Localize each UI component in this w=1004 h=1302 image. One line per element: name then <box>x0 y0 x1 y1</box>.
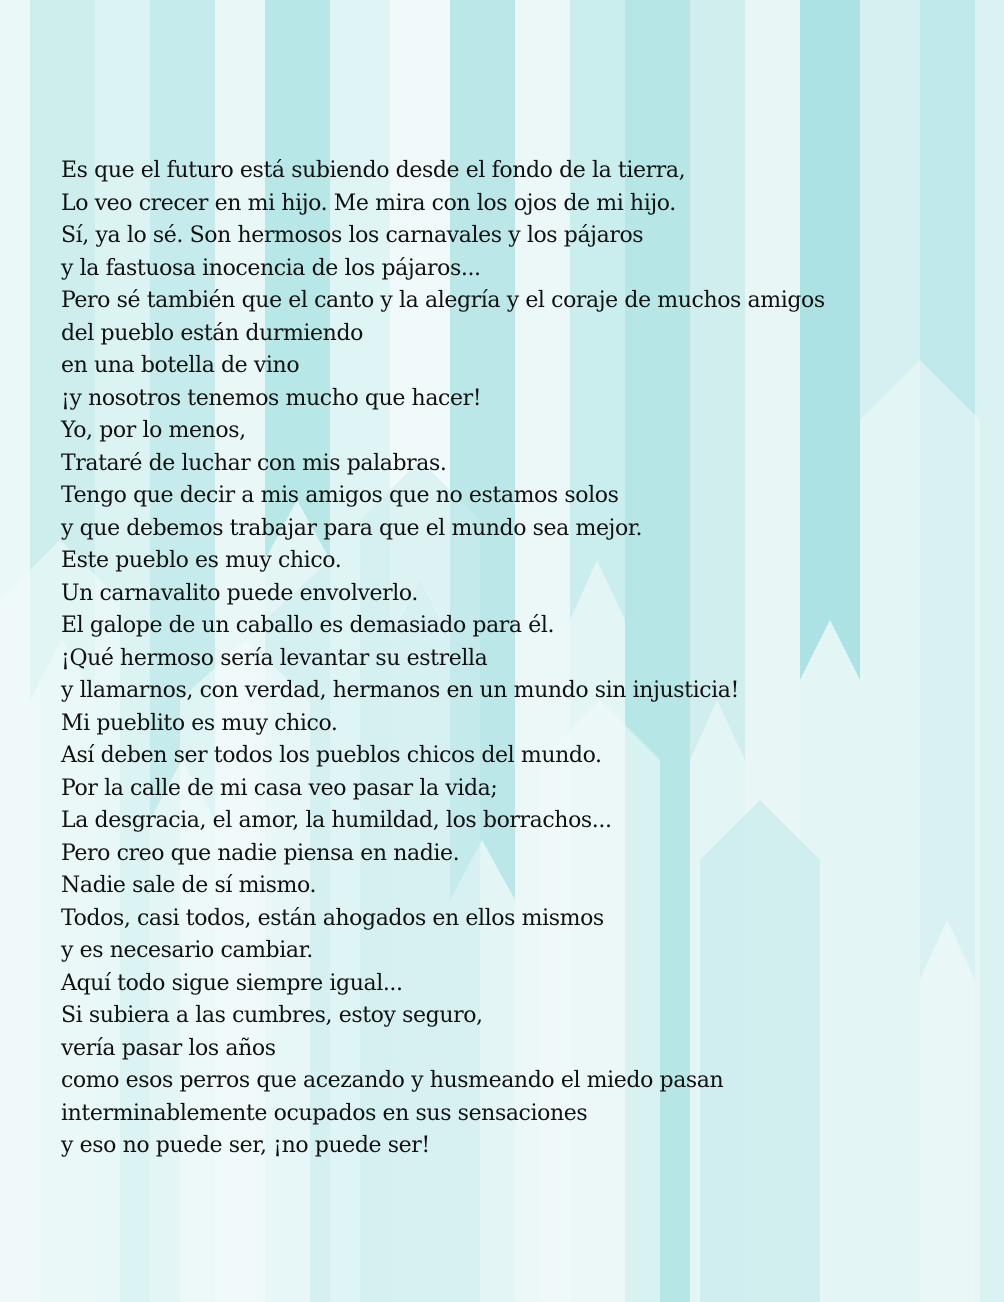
poem-line: Todos, casi todos, están ahogados en ellos mismos <box>61 905 604 931</box>
poem-line: Por la calle de mi casa veo pasar la vida; <box>61 775 498 801</box>
poem-line: interminablemente ocupados en sus sensaciones <box>61 1100 588 1126</box>
poem-line: ¡y nosotros tenemos mucho que hacer! <box>61 385 482 411</box>
poem-line: como esos perros que acezando y husmeando el miedo pasan <box>61 1068 724 1093</box>
poem-line: vería pasar los años <box>61 1035 276 1061</box>
poem-line: El galope de un caballo es demasiado para él. <box>61 613 555 638</box>
poem-line: Tengo que decir a mis amigos que no estamos solos <box>61 483 619 508</box>
poem-line: y eso no puede ser, ¡no puede ser! <box>61 1133 430 1158</box>
poem-line: Así deben ser todos los pueblos chicos del mundo. <box>61 743 602 768</box>
poem-line: del pueblo están durmiendo <box>61 320 363 346</box>
poem-line: Es que el futuro está subiendo desde el fondo de la tierra, <box>61 158 686 183</box>
poem-line: y que debemos trabajar para que el mundo sea mejor. <box>61 515 643 541</box>
poem-line: Pero sé también que el canto y la alegría y el coraje de muchos amigos <box>61 288 825 313</box>
poem-line: y es necesario cambiar. <box>61 938 313 963</box>
poem-line: La desgracia, el amor, la humildad, los borrachos... <box>61 808 612 833</box>
poem-line: y la fastuosa inocencia de los pájaros... <box>61 255 481 281</box>
poem-line: Un carnavalito puede envolverlo. <box>61 580 418 606</box>
poem-line: Lo veo crecer en mi hijo. Me mira con los ojos de mi hijo. <box>61 190 676 216</box>
poem-line: Pero creo que nadie piensa en nadie. <box>61 840 460 866</box>
poem-line: Nadie sale de sí mismo. <box>61 873 317 898</box>
poem-line: Trataré de luchar con mis palabras. <box>61 450 447 476</box>
poem-text <box>61 155 961 1163</box>
poem-line: Mi pueblito es muy chico. <box>61 710 338 736</box>
poem-line: en una botella de vino <box>61 353 300 378</box>
poem-line: y llamarnos, con verdad, hermanos en un mundo sin injusticia! <box>61 678 739 703</box>
poem-line: Sí, ya lo sé. Son hermosos los carnavales y los pájaros <box>61 223 644 248</box>
poem-line: Yo, por lo menos, <box>61 418 246 443</box>
poem-line: Este pueblo es muy chico. <box>61 548 342 573</box>
poem-line: Si subiera a las cumbres, estoy seguro, <box>61 1003 483 1028</box>
poem-line: ¡Qué hermoso sería levantar su estrella <box>61 645 488 671</box>
poem-line: Aquí todo sigue siempre igual... <box>61 970 403 996</box>
